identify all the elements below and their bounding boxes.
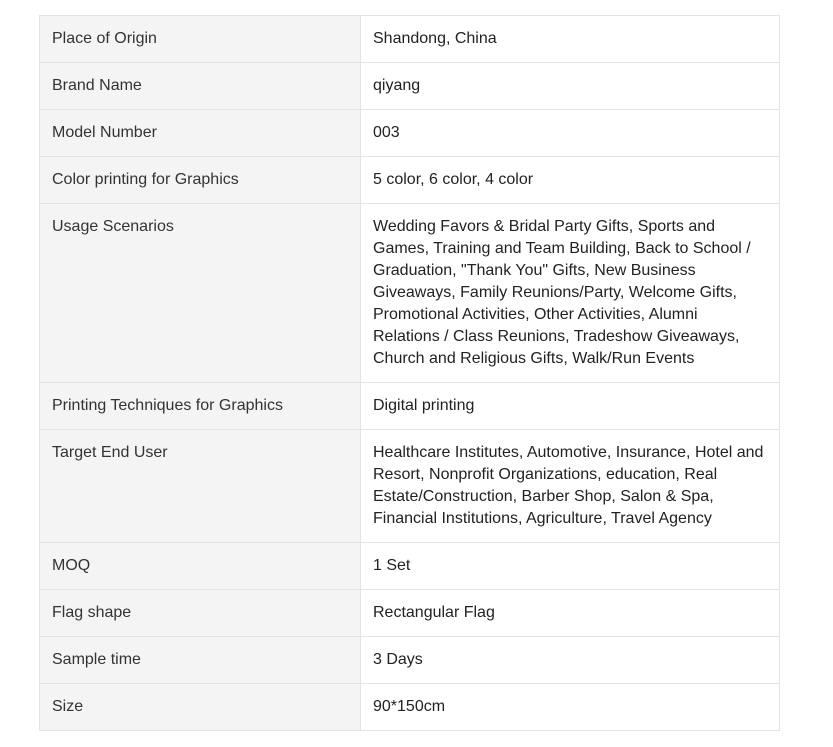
spec-label: Target End User [40, 430, 361, 543]
spec-value: 1 Set [361, 543, 780, 590]
spec-label: Model Number [40, 110, 361, 157]
spec-label: Size [40, 684, 361, 731]
spec-value: 003 [361, 110, 780, 157]
spec-row-color-printing [40, 157, 780, 204]
spec-label: Place of Origin [40, 16, 361, 63]
spec-label: Printing Techniques for Graphics [40, 383, 361, 430]
spec-value: Wedding Favors & Bridal Party Gifts, Sports and Games, Training and Team Building, Back to School / Graduation, "Thank You" Gifts, New Business Giveaways, Family Reunions/Party, Welcome Gifts, Promotional Activities, Other Activities, Alumni Relations / Class Reunions, Tradeshow Giveaways, Church and Religious Gifts, Walk/Run Events [361, 204, 780, 383]
spec-value: Digital printing [361, 383, 780, 430]
spec-label: Usage Scenarios [40, 204, 361, 383]
spec-row-flag-shape [40, 590, 780, 637]
spec-label: Color printing for Graphics [40, 157, 361, 204]
spec-row-target-end-user [40, 430, 780, 543]
spec-row-brand-name [40, 63, 780, 110]
spec-row-usage-scenarios [40, 204, 780, 383]
spec-label: Brand Name [40, 63, 361, 110]
spec-label: MOQ [40, 543, 361, 590]
spec-value: 5 color, 6 color, 4 color [361, 157, 780, 204]
spec-value: 3 Days [361, 637, 780, 684]
spec-value: Shandong, China [361, 16, 780, 63]
spec-row-moq [40, 543, 780, 590]
spec-value: qiyang [361, 63, 780, 110]
product-specs-table [39, 15, 780, 731]
spec-row-place-of-origin [40, 16, 780, 63]
spec-value: 90*150cm [361, 684, 780, 731]
spec-value: Rectangular Flag [361, 590, 780, 637]
spec-label: Sample time [40, 637, 361, 684]
spec-label: Flag shape [40, 590, 361, 637]
spec-value: Healthcare Institutes, Automotive, Insurance, Hotel and Resort, Nonprofit Organizations, education, Real Estate/Construction, Barber Shop, Salon & Spa, Financial Institutions, Agriculture, Travel Agency [361, 430, 780, 543]
spec-row-printing-techniques [40, 383, 780, 430]
spec-row-sample-time [40, 637, 780, 684]
spec-row-size [40, 684, 780, 731]
spec-row-model-number [40, 110, 780, 157]
